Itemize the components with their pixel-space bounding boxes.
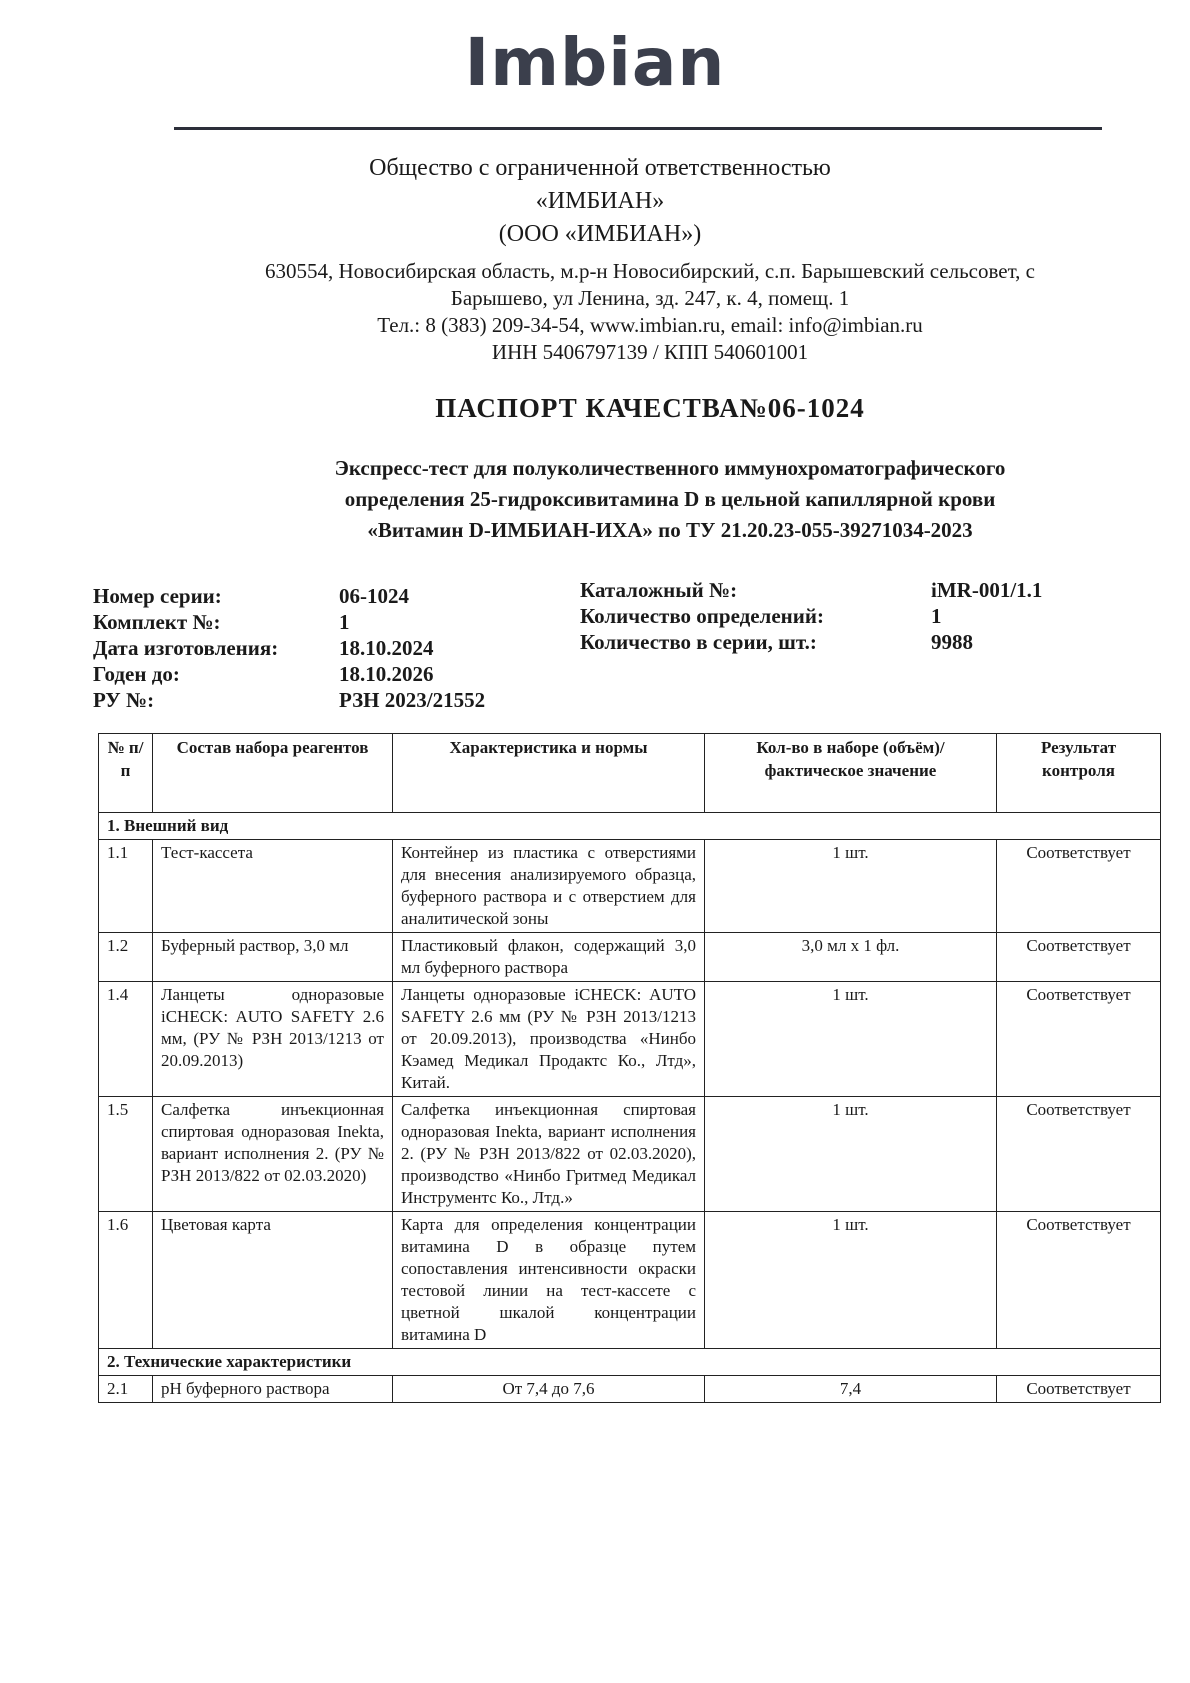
quality-control-table	[98, 733, 1161, 1403]
manufacture-date-value: 18.10.2024	[339, 636, 434, 660]
address-line-1: 630554, Новосибирская область, м.р-н Новосибирский, с.п. Барышевский сельсовет, с	[264, 259, 1036, 283]
row-quantity: 1 шт.	[705, 840, 997, 933]
manufacture-date-label: Дата изготовления:	[93, 636, 279, 660]
column-header-number: № п/п	[99, 734, 153, 813]
row-number: 1.5	[99, 1097, 153, 1212]
row-number: 1.1	[99, 840, 153, 933]
column-header-quantity: Кол-во в наборе (объём)/ фактическое значение	[705, 734, 997, 813]
batch-quantity-label: Количество в серии, шт.:	[580, 630, 817, 654]
catalog-number-value: iMR-001/1.1	[931, 578, 1043, 602]
batch-info-values	[339, 583, 485, 713]
row-quantity: 1 шт.	[705, 1097, 997, 1212]
table-row	[99, 1376, 1161, 1403]
section-row-appearance	[99, 813, 1161, 840]
section-row-technical	[99, 1349, 1161, 1376]
product-line-3: «Витамин D-ИМБИАН-ИХА» по ТУ 21.20.23-055-39271034-2023	[367, 518, 973, 542]
row-result: Соответствует	[997, 982, 1161, 1097]
registration-number-value: РЗН 2023/21552	[339, 688, 486, 712]
expiry-date-label: Годен до:	[93, 662, 180, 686]
row-spec: Контейнер из пластика с отверстиями для внесения анализируемого образца, буферного раствора и с отверстием для аналитической зоны	[393, 840, 705, 933]
table-row	[99, 840, 1161, 933]
registration-number-label: РУ №:	[93, 688, 155, 712]
section-title: 2. Технические характеристики	[99, 1349, 1161, 1376]
row-quantity: 7,4	[705, 1376, 997, 1403]
address-line-2: Барышево, ул Ленина, зд. 247, к. 4, помещ. 1	[450, 286, 850, 310]
row-spec: От 7,4 до 7,6	[393, 1376, 705, 1403]
batch-quantity-value: 9988	[931, 630, 973, 654]
row-component: Буферный раствор, 3,0 мл	[153, 933, 393, 982]
batch-number-value: 06-1024	[339, 584, 409, 608]
table-row	[99, 1097, 1161, 1212]
row-result: Соответствует	[997, 1212, 1161, 1349]
column-header-composition: Состав набора реагентов	[153, 734, 393, 813]
kit-number-value: 1	[339, 610, 350, 634]
tax-ids-line: ИНН 5406797139 / КПП 540601001	[491, 340, 809, 364]
catalog-number-label: Каталожный №:	[580, 578, 738, 602]
product-line-1: Экспресс-тест для полуколичественного иммунохроматографического	[334, 456, 1006, 480]
row-spec: Салфетка инъекционная спиртовая одноразовая Inekta, вариант исполнения 2. (РУ № РЗН 2013/822 от 02.03.2020), производство «Нинбо Гритмед Медикал Инструментс Ко., Лтд.»	[393, 1097, 705, 1212]
row-component: рН буферного раствора	[153, 1376, 393, 1403]
row-result: Соответствует	[997, 933, 1161, 982]
row-component: Ланцеты одноразовые iCHECK: AUTO SAFETY 2.6 мм, (РУ № РЗН 2013/1213 от 20.09.2013)	[153, 982, 393, 1097]
company-short-name: (ООО «ИМБИАН»)	[498, 221, 702, 247]
table-row	[99, 933, 1161, 982]
row-number: 1.2	[99, 933, 153, 982]
table-row	[99, 1212, 1161, 1349]
table-header-row	[99, 734, 1161, 813]
row-quantity: 1 шт.	[705, 1212, 997, 1349]
column-header-result: Результат контроля	[997, 734, 1161, 813]
row-component: Тест-кассета	[153, 840, 393, 933]
determinations-count-value: 1	[931, 604, 942, 628]
row-spec: Пластиковый флакон, содержащий 3,0 мл буферного раствора	[393, 933, 705, 982]
catalog-info-labels	[580, 577, 824, 655]
batch-info-labels	[93, 583, 278, 713]
catalog-info-values	[931, 577, 1042, 655]
row-result: Соответствует	[997, 1376, 1161, 1403]
row-component: Цветовая карта	[153, 1212, 393, 1349]
product-line-2: определения 25-гидроксивитамина D в цельной капиллярной крови	[344, 487, 996, 511]
company-name-block	[120, 152, 1080, 251]
product-description	[250, 453, 1090, 546]
header-divider	[174, 127, 1102, 130]
company-address-block	[190, 258, 1110, 366]
batch-number-label: Номер серии:	[93, 584, 222, 608]
row-component: Салфетка инъекционная спиртовая одноразовая Inekta, вариант исполнения 2. (РУ № РЗН 2013/822 от 02.03.2020)	[153, 1097, 393, 1212]
row-number: 1.6	[99, 1212, 153, 1349]
contacts-line: Тел.: 8 (383) 209-34-54, www.imbian.ru, email: info@imbian.ru	[377, 313, 923, 337]
expiry-date-value: 18.10.2026	[339, 662, 434, 686]
company-logo: Imbian	[464, 24, 726, 101]
company-name: «ИМБИАН»	[535, 188, 665, 214]
document-title: ПАСПОРТ КАЧЕСТВА№06-1024	[435, 393, 865, 423]
row-quantity: 3,0 мл х 1 фл.	[705, 933, 997, 982]
kit-number-label: Комплект №:	[93, 610, 221, 634]
company-legal-form: Общество с ограниченной ответственностью	[369, 155, 831, 181]
row-number: 1.4	[99, 982, 153, 1097]
row-spec: Карта для определения концентрации витамина D в образце путем сопоставления интенсивности окраски тестовой линии на тест-кассете с цветной шкалой концентрации витамина D	[393, 1212, 705, 1349]
column-header-characteristics: Характеристика и нормы	[393, 734, 705, 813]
row-result: Соответствует	[997, 1097, 1161, 1212]
row-result: Соответствует	[997, 840, 1161, 933]
table-row	[99, 982, 1161, 1097]
section-title: 1. Внешний вид	[99, 813, 1161, 840]
row-number: 2.1	[99, 1376, 153, 1403]
row-spec: Ланцеты одноразовые iCHECK: AUTO SAFETY 2.6 мм (РУ № РЗН 2013/1213 от 20.09.2013), производства «Нинбо Кэамед Медикал Продактс Ко., Лтд», Китай.	[393, 982, 705, 1097]
determinations-count-label: Количество определений:	[580, 604, 824, 628]
row-quantity: 1 шт.	[705, 982, 997, 1097]
